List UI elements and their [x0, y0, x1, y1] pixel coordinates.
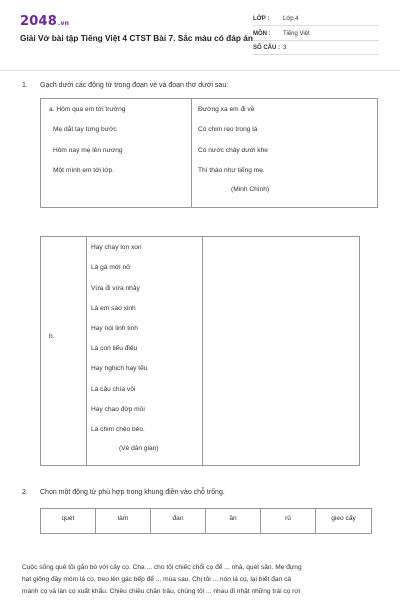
fill-in-paragraph: [22, 562, 378, 598]
site-logo[interactable]: [20, 14, 69, 29]
meta-underline: [253, 40, 379, 41]
page-header: [0, 0, 400, 64]
word-bank: [40, 508, 372, 534]
word-cell: rủ: [261, 509, 316, 533]
poem-line: Hay chạy lon xon: [91, 244, 142, 251]
poem-author: (Minh Chính): [231, 186, 270, 193]
poem-line: Là gà mới nở: [91, 264, 131, 271]
column-divider: [86, 237, 87, 465]
meta-underline: [253, 54, 379, 55]
word-cell: ăn: [206, 509, 261, 533]
logo-suffix-text: .vn: [57, 20, 70, 27]
poem-line: a. Hôm qua em tới trường: [49, 106, 126, 113]
paragraph-line: mành cọ và làn cọ xuất khẩu. Chiều chiều chăn trâu, chúng tôi ... nhau đi nhặt những trái cọ rơi: [22, 588, 301, 595]
poem-line: Hay nghịch hay tếu: [91, 365, 148, 372]
meta-value: Lớp 4: [283, 16, 299, 22]
poem-table-b: [40, 236, 360, 466]
poem-line: Hay nói linh tinh: [91, 325, 138, 332]
paragraph-line: hạt giống đầy móm lá cọ, treo lên gác bếp để ... mùa sau. Chị tôi ... nón lá cọ, lại biết đan cả: [22, 576, 292, 583]
word-cell: làm: [96, 509, 151, 533]
poem-line: Là em sáo xinh: [91, 305, 136, 312]
column-divider: [191, 99, 192, 207]
meta-key: LỚP :: [253, 16, 270, 22]
poem-table-a: [40, 98, 378, 208]
poem-line: Là chim chèo bẻo.: [91, 426, 145, 433]
meta-value: Tiếng Việt: [283, 31, 310, 37]
meta-underline: [253, 25, 379, 26]
poem-line: Vừa đi vừa nhảy: [91, 285, 140, 292]
document-title: Giải Vở bài tập Tiếng Việt 4 CTST Bài 7. Sắc màu có đáp án: [20, 33, 253, 43]
word-cell: đan: [151, 509, 206, 533]
poem-author: (Vè dân gian): [119, 445, 159, 452]
poem-line: Có chim reo trong lá: [198, 126, 258, 133]
poem-line: Có nước chảy dưới khe: [198, 147, 268, 154]
meta-value: 3: [283, 45, 287, 51]
poem-line: Là cậu chìa vôi: [91, 386, 136, 393]
word-cell: quét: [41, 509, 96, 533]
poem-line: Hôm nay mẹ lên nương: [53, 147, 123, 154]
poem-line: Một mình em tới lớp.: [53, 167, 115, 174]
header-divider: [0, 70, 400, 71]
column-divider: [202, 237, 203, 465]
poem-line: Là con liếu điếu: [91, 345, 138, 352]
question-text: Gạch dưới các động từ trong đoạn vè và đoạn thơ dưới sau:: [40, 82, 229, 89]
meta-key: MÔN :: [253, 31, 271, 37]
question-number: 1.: [22, 82, 28, 89]
question-text: Chọn một động từ phù hợp trong khung điền vào chỗ trống.: [40, 489, 225, 496]
poem-line: Hay chao đớp mồi: [91, 406, 145, 413]
word-cell: gieo cấy: [331, 515, 356, 522]
logo-main-text: 2048: [20, 14, 57, 29]
paragraph-line: Cuộc sống quê tôi gắn bó với cây cọ. Cha ... cho tôi chiếc chổi cọ để ... nhà, quét sân. Mẹ đựng: [22, 564, 302, 571]
question-number: 2.: [22, 489, 28, 496]
poem-line: Mẹ dắt tay từng bước: [53, 126, 117, 133]
poem-line: Đường xa em đi về: [198, 106, 255, 113]
part-label: b.: [49, 333, 55, 340]
poem-line: Thì thào như tiếng mẹ.: [198, 167, 265, 174]
meta-key: SỐ CÂU :: [253, 45, 280, 51]
